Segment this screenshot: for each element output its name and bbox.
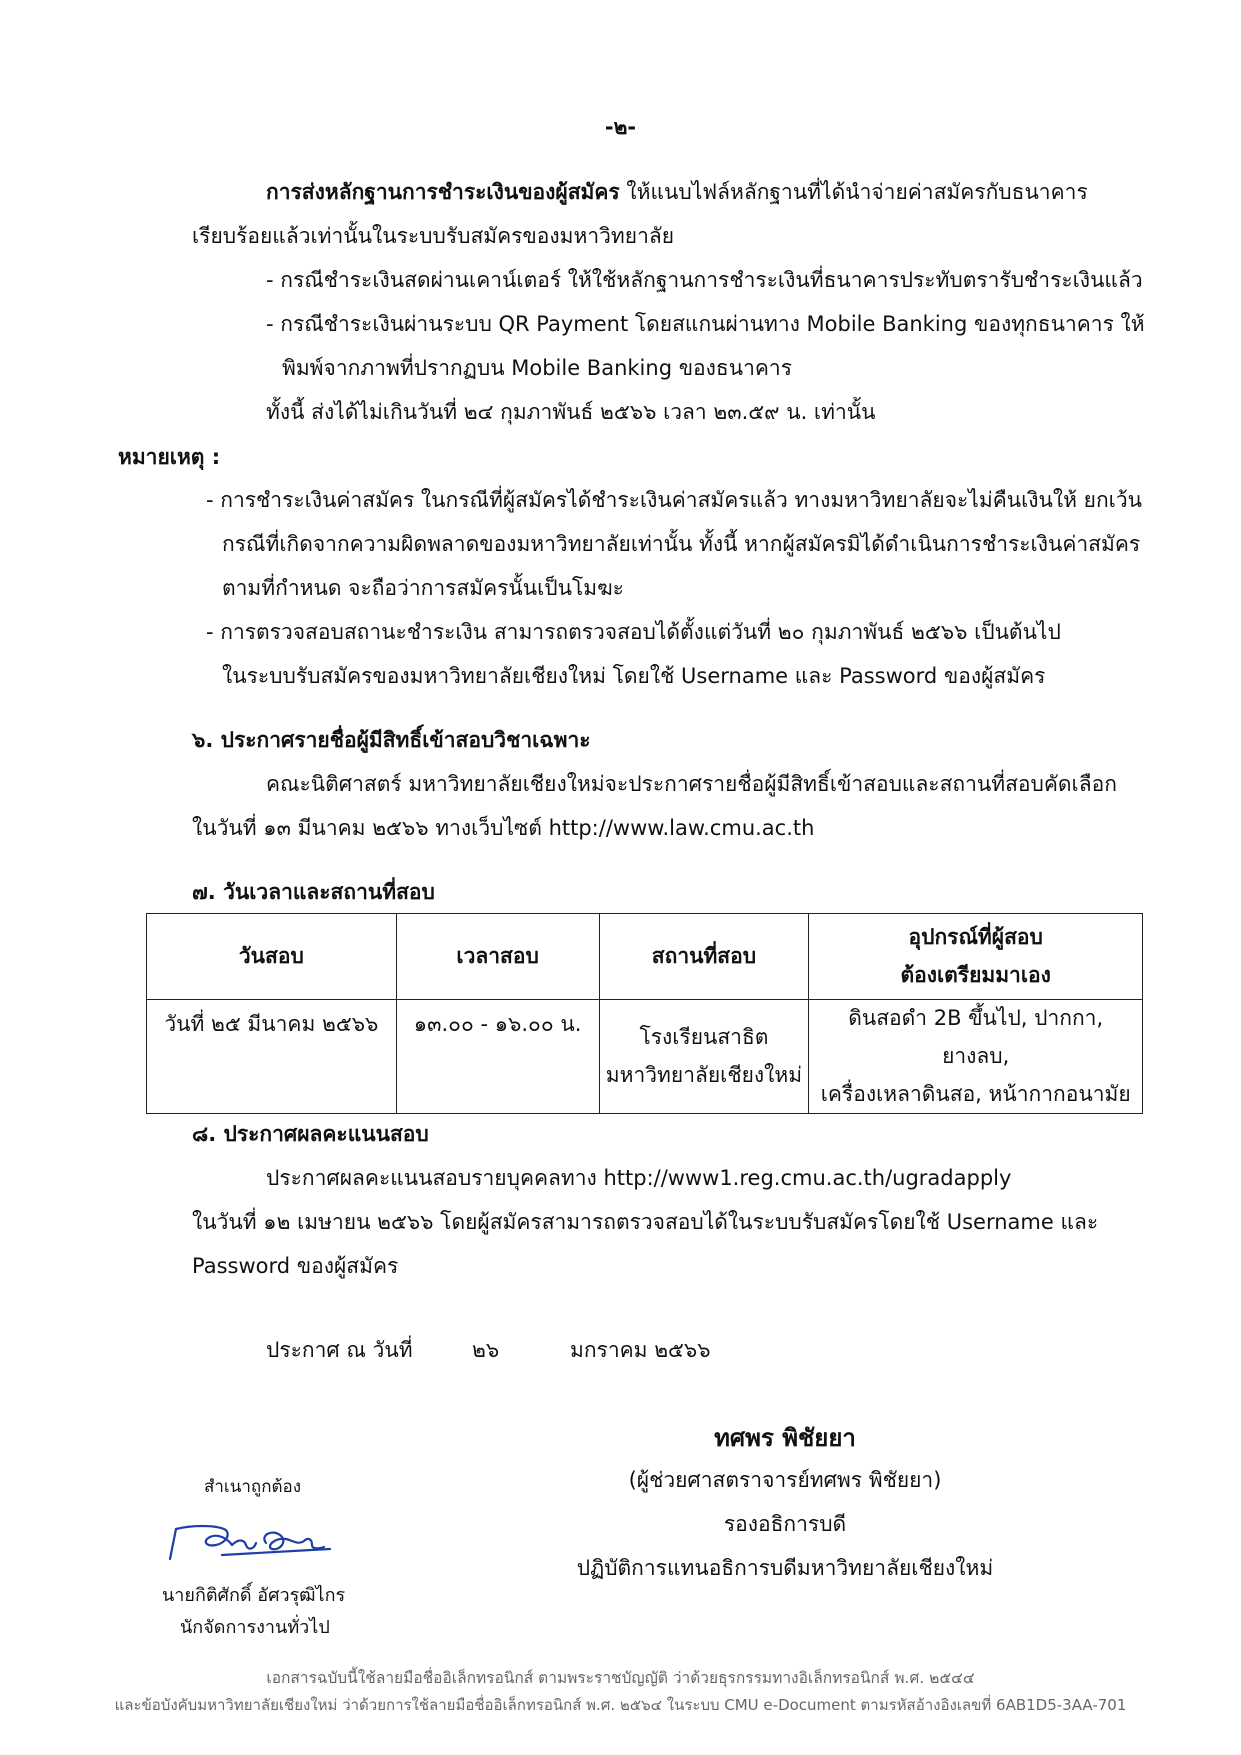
announce-month-year: มกราคม ๒๕๖๖ <box>570 1338 711 1362</box>
signatory-name: ทศพร พิชัยยา <box>714 1424 856 1452</box>
signatory-full-name: (ผู้ช่วยศาสตราจารย์ทศพร พิชัยยา) <box>628 1468 942 1492</box>
header-exam-time: เวลาสอบ <box>396 914 599 1000</box>
section8-line3: Password ของผู้สมัคร <box>192 1254 399 1278</box>
payment-heading: การส่งหลักฐานการชำระเงินของผู้สมัคร <box>266 180 620 204</box>
announce-prefix: ประกาศ ณ วันที่ <box>266 1338 413 1362</box>
certified-copy-name: นายกิติศักดิ์ อัศวรุฒิไกร <box>162 1585 346 1606</box>
table-row <box>147 1000 1143 1114</box>
section8-line2: ในวันที่ ๑๒ เมษายน ๒๕๖๖ โดยผู้สมัครสามารถตรวจสอบได้ในระบบรับสมัครโดยใช้ Username และ <box>192 1210 1099 1234</box>
signatory-acting-title: ปฏิบัติการแทนอธิการบดีมหาวิทยาลัยเชียงใหม่ <box>576 1556 994 1580</box>
header-exam-date: วันสอบ <box>147 914 397 1000</box>
footer-line1: เอกสารฉบับนี้ใช้ลายมือชื่ออิเล็กทรอนิกส์ ตามพระราชบัญญัติ ว่าด้วยธุรกรรมทางอิเล็กทรอนิกส์ พ.ศ. ๒๕๔๔ <box>266 1669 975 1687</box>
remark1-line3: ตามที่กำหนด จะถือว่าการสมัครนั้นเป็นโมฆะ <box>222 576 624 600</box>
section7-heading: ๗. วันเวลาและสถานที่สอบ <box>192 880 435 904</box>
header-equipment-line1: อุปกรณ์ที่ผู้สอบ <box>908 924 1043 949</box>
header-exam-place: สถานที่สอบ <box>599 914 809 1000</box>
certified-copy-label: สำเนาถูกต้อง <box>204 1477 302 1497</box>
table-header-row <box>147 914 1143 1000</box>
payment-item-qr-line1: - กรณีชำระเงินผ่านระบบ QR Payment โดยสแกนผ่านทาง Mobile Banking ของทุกธนาคาร ให้ <box>266 312 1145 336</box>
remark2-line1: - การตรวจสอบสถานะชำระเงิน สามารถตรวจสอบได้ตั้งแต่วันที่ ๒๐ กุมภาพันธ์ ๒๕๖๖ เป็นต้นไป <box>206 620 1061 644</box>
section6-heading: ๖. ประกาศรายชื่อผู้มีสิทธิ์เข้าสอบวิชาเฉพาะ <box>192 728 591 752</box>
section8-line1: ประกาศผลคะแนนสอบรายบุคคลทาง http://www1.reg.cmu.ac.th/ugradapply <box>266 1166 1012 1190</box>
cell-equipment <box>809 1000 1143 1114</box>
header-equipment-line2: ต้องเตรียมมาเอง <box>900 962 1051 987</box>
signatory-title: รองอธิการบดี <box>723 1512 847 1536</box>
payment-intro-line2: เรียบร้อยแล้วเท่านั้นในระบบรับสมัครของมหาวิทยาลัย <box>192 224 675 248</box>
payment-intro: ให้แนบไฟล์หลักฐานที่ได้นำจ่ายค่าสมัครกับธนาคาร <box>619 180 1088 204</box>
section6-line2: ในวันที่ ๑๓ มีนาคม ๒๕๖๖ ทางเว็บไซต์ http://www.law.cmu.ac.th <box>192 816 815 840</box>
cell-exam-place <box>599 1000 809 1114</box>
payment-item-qr-line2: พิมพ์จากภาพที่ปรากฏบน Mobile Banking ของธนาคาร <box>282 356 792 380</box>
remarks-label: หมายเหตุ : <box>118 445 221 469</box>
payment-paragraph-line1 <box>266 182 1088 203</box>
exam-schedule-table <box>146 913 1143 1114</box>
certified-copy-position: นักจัดการงานทั่วไป <box>180 1617 330 1638</box>
section8-heading: ๘. ประกาศผลคะแนนสอบ <box>192 1122 429 1146</box>
cell-exam-time: ๑๓.๐๐ - ๑๖.๐๐ น. <box>396 1000 599 1114</box>
handwritten-signature <box>162 1515 342 1575</box>
page-number: -๒- <box>604 115 637 139</box>
cell-exam-date: วันที่ ๒๕ มีนาคม ๒๕๖๖ <box>147 1000 397 1114</box>
announce-day: ๒๖ <box>472 1338 500 1362</box>
cell-exam-place-line1: โรงเรียนสาธิต <box>639 1024 769 1049</box>
cell-equipment-line1: ดินสอดำ 2B ขึ้นไป, ปากกา, ยางลบ, <box>848 1006 1104 1068</box>
remark1-line2: กรณีที่เกิดจากความผิดพลาดของมหาวิทยาลัยเท่านั้น ทั้งนี้ หากผู้สมัครมิได้ดำเนินการชำระเงินค่าสมัคร <box>222 532 1141 556</box>
cell-exam-place-line2: มหาวิทยาลัยเชียงใหม่ <box>605 1062 803 1087</box>
cell-equipment-line2: เครื่องเหลาดินสอ, หน้ากากอนามัย <box>820 1081 1131 1106</box>
payment-deadline: ทั้งนี้ ส่งได้ไม่เกินวันที่ ๒๔ กุมภาพันธ์ ๒๕๖๖ เวลา ๒๓.๕๙ น. เท่านั้น <box>266 400 876 424</box>
section6-line1: คณะนิติศาสตร์ มหาวิทยาลัยเชียงใหม่จะประกาศรายชื่อผู้มีสิทธิ์เข้าสอบและสถานที่สอบคัดเลือก <box>266 772 1117 796</box>
remark1-line1: - การชำระเงินค่าสมัคร ในกรณีที่ผู้สมัครได้ชำระเงินค่าสมัครแล้ว ทางมหาวิทยาลัยจะไม่คืนเงินให้ ยกเว้น <box>206 488 1143 512</box>
footer-line2: และข้อบังคับมหาวิทยาลัยเชียงใหม่ ว่าด้วยการใช้ลายมือชื่ออิเล็กทรอนิกส์ พ.ศ. ๒๕๖๔ ในระบบ CMU e-Document ตามรหัสอ้างอิงเลขที่ 6AB1D5-3AA-701 <box>114 1696 1127 1714</box>
header-equipment <box>809 914 1143 1000</box>
remark2-line2: ในระบบรับสมัครของมหาวิทยาลัยเชียงใหม่ โดยใช้ Username และ Password ของผู้สมัคร <box>222 664 1046 688</box>
payment-item-counter: - กรณีชำระเงินสดผ่านเคาน์เตอร์ ให้ใช้หลักฐานการชำระเงินที่ธนาคารประทับตรารับชำระเงินแล้ว <box>266 268 1143 292</box>
